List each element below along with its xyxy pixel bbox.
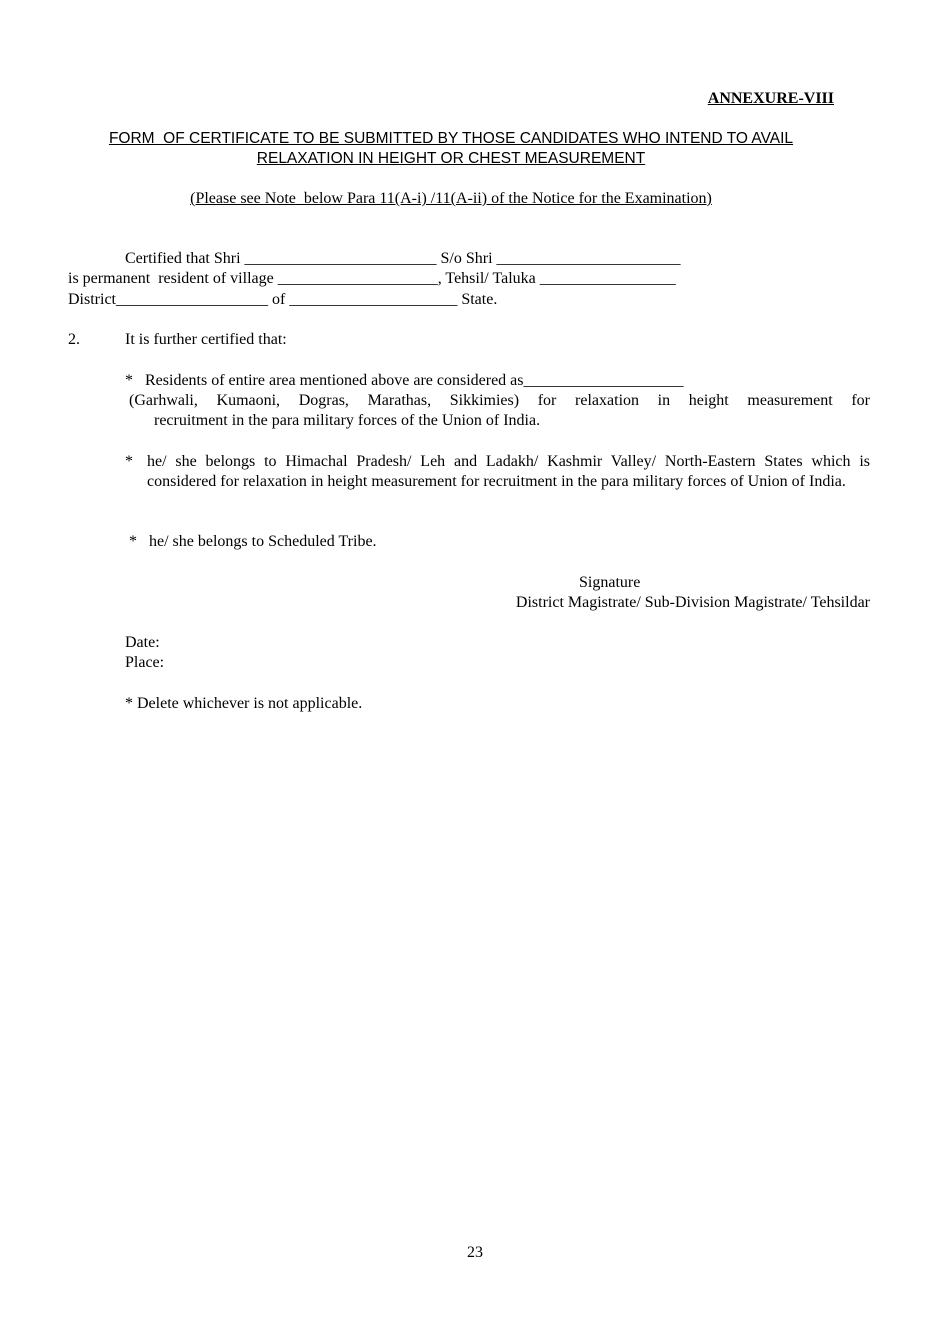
date-label: Date:: [125, 634, 160, 651]
footnote: * Delete whichever is not applicable.: [125, 695, 363, 712]
certificate-line-2: is permanent resident of village ____________________, Tehsil/ Taluka _________________: [68, 270, 676, 287]
bullet-1-line-2: (Garhwali, Kumaoni, Dogras, Marathas, Sikkimies) for relaxation in height measurement for: [129, 392, 870, 409]
paragraph-2-text: It is further certified that:: [125, 331, 287, 348]
bullet-1-line-3: recruitment in the para military forces of the Union of India.: [154, 412, 541, 429]
form-title-line-1: FORM OF CERTIFICATE TO BE SUBMITTED BY THOSE CANDIDATES WHO INTEND TO AVAIL: [108, 130, 794, 147]
certificate-line-1: Certified that Shri ________________________ S/o Shri _______________________: [125, 250, 681, 267]
page-number: 23: [467, 1244, 483, 1261]
paragraph-2-number: 2.: [68, 331, 80, 348]
bullet-2-asterisk: *: [125, 453, 133, 470]
bullet-2-text: he/ she belongs to Himachal Pradesh/ Leh and Ladakh/ Kashmir Valley/ North-Eastern States which is considered for relaxation in height measurement for recruitment in the para military forces of Union of India.: [147, 453, 870, 490]
form-title: [68, 129, 834, 169]
place-label: Place:: [125, 654, 165, 671]
certificate-line-3: District___________________ of _____________________ State.: [68, 291, 498, 308]
signature-label: Signature: [579, 574, 641, 591]
bullet-3-text: * he/ she belongs to Scheduled Tribe.: [129, 533, 377, 550]
reference-note: (Please see Note below Para 11(A-i) /11(A-ii) of the Notice for the Examination): [190, 190, 712, 207]
annexure-heading: ANNEXURE-VIII: [707, 90, 834, 107]
signature-designation: District Magistrate/ Sub-Division Magistrate/ Tehsildar: [515, 594, 870, 611]
bullet-1-line-1: * Residents of entire area mentioned above are considered as____________________: [125, 372, 684, 389]
form-title-line-2: RELAXATION IN HEIGHT OR CHEST MEASUREMENT: [256, 150, 646, 167]
